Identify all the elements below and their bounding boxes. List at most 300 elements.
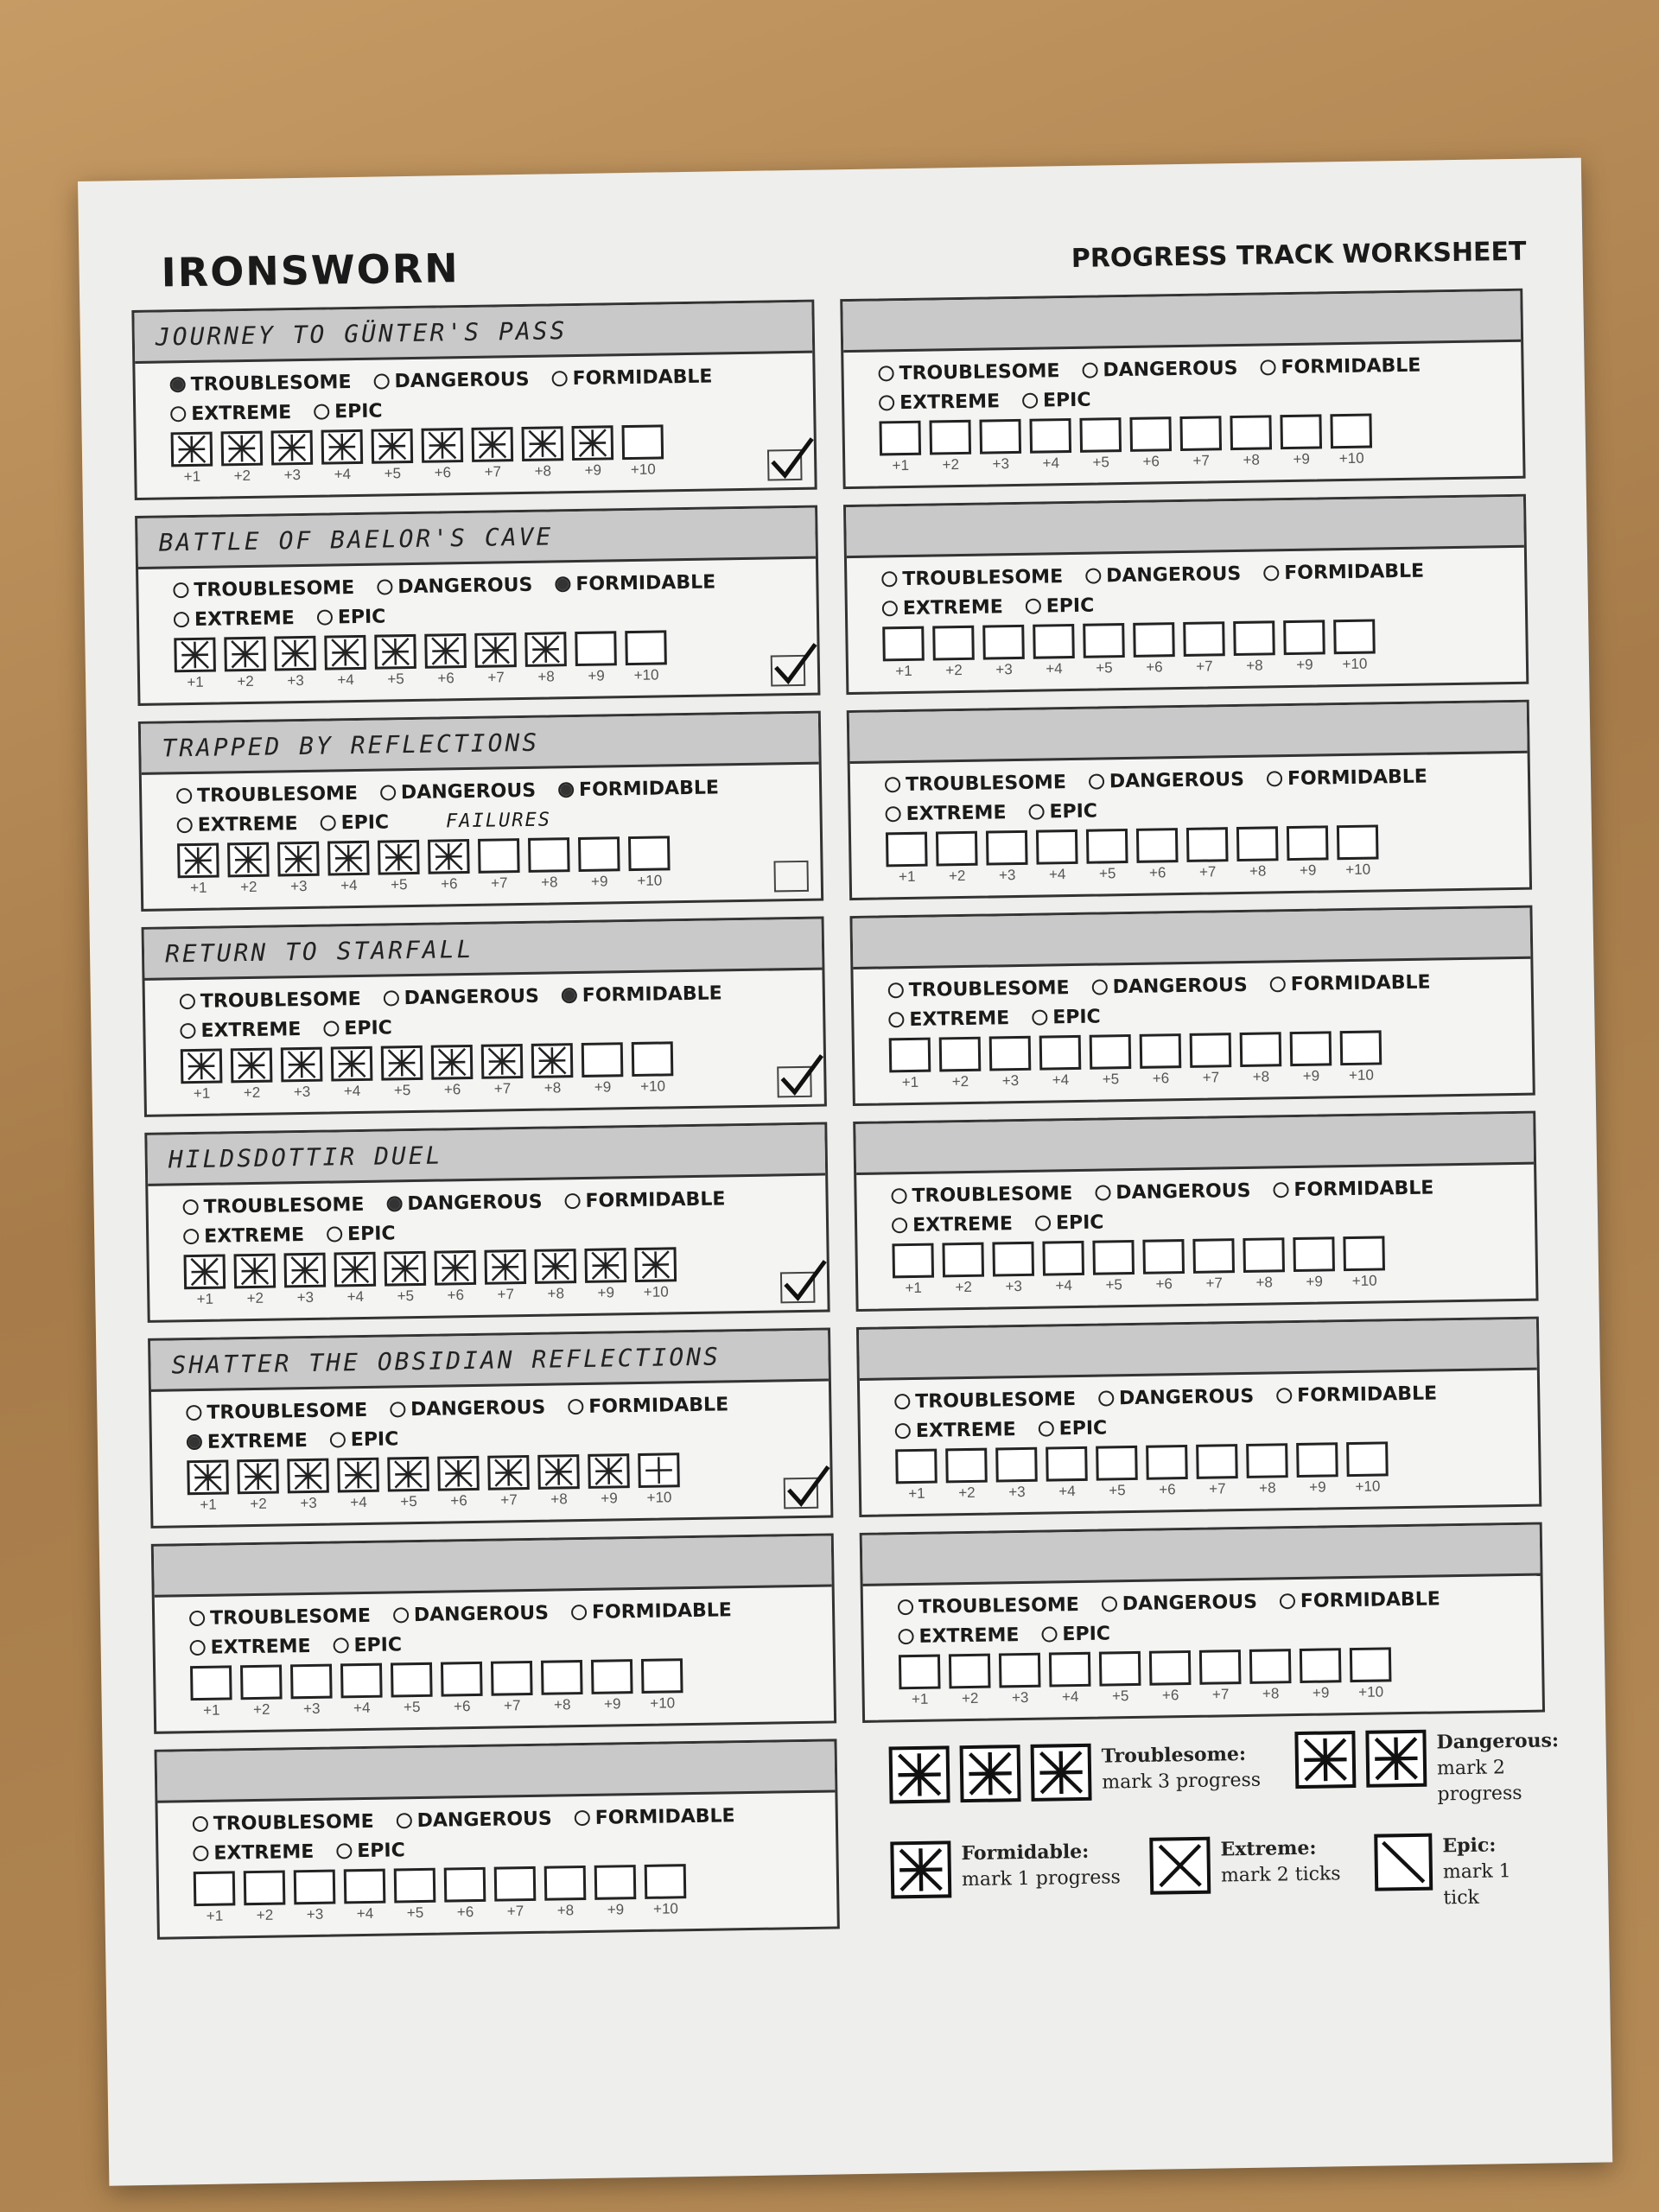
progress-box[interactable] bbox=[472, 427, 514, 462]
progress-box[interactable] bbox=[271, 430, 314, 466]
rank-radio[interactable] bbox=[187, 1434, 202, 1450]
progress-box[interactable] bbox=[231, 1048, 273, 1084]
progress-box[interactable] bbox=[1233, 620, 1275, 656]
progress-box[interactable] bbox=[1046, 1446, 1088, 1482]
rank-radio[interactable] bbox=[1089, 773, 1104, 789]
rank-option-epic[interactable] bbox=[330, 1428, 399, 1451]
track-name-field[interactable]: TRAPPED BY REFLECTIONS bbox=[141, 714, 819, 775]
progress-box[interactable] bbox=[434, 1250, 476, 1286]
rank-option-extreme[interactable] bbox=[885, 802, 1006, 825]
rank-radio[interactable] bbox=[393, 1607, 409, 1623]
rank-option-extreme[interactable] bbox=[895, 1419, 1016, 1442]
progress-box[interactable] bbox=[628, 836, 671, 871]
completion-checkbox[interactable] bbox=[777, 1066, 812, 1098]
progress-box[interactable] bbox=[1036, 830, 1078, 865]
progress-box[interactable] bbox=[949, 1654, 991, 1689]
rank-radio[interactable] bbox=[564, 1193, 580, 1209]
completion-checkbox[interactable] bbox=[773, 861, 809, 893]
progress-box[interactable] bbox=[1300, 1648, 1342, 1683]
progress-box[interactable] bbox=[625, 630, 667, 665]
rank-radio[interactable] bbox=[1039, 1421, 1054, 1436]
rank-radio[interactable] bbox=[1260, 359, 1275, 375]
progress-box[interactable] bbox=[334, 1252, 377, 1287]
progress-box[interactable] bbox=[1337, 824, 1379, 860]
progress-box[interactable] bbox=[1090, 1034, 1132, 1070]
progress-box[interactable] bbox=[992, 1242, 1034, 1277]
rank-option-troublesome[interactable] bbox=[888, 977, 1070, 1001]
rank-radio[interactable] bbox=[397, 1813, 412, 1828]
rank-radio[interactable] bbox=[1091, 979, 1107, 995]
completion-checkbox[interactable] bbox=[784, 1478, 819, 1510]
rank-option-extreme[interactable] bbox=[183, 1224, 304, 1248]
rank-option-dangerous[interactable] bbox=[1085, 563, 1242, 587]
rank-option-epic[interactable] bbox=[1028, 800, 1097, 823]
progress-box[interactable] bbox=[582, 1042, 624, 1077]
rank-radio[interactable] bbox=[384, 990, 399, 1006]
progress-box[interactable] bbox=[1092, 1240, 1135, 1275]
progress-box[interactable] bbox=[544, 1866, 587, 1901]
rank-option-formidable[interactable] bbox=[1276, 1382, 1437, 1407]
rank-option-dangerous[interactable] bbox=[373, 368, 530, 392]
rank-radio[interactable] bbox=[558, 782, 574, 798]
progress-box[interactable] bbox=[177, 843, 219, 879]
rank-radio[interactable] bbox=[1085, 568, 1101, 583]
rank-option-extreme[interactable] bbox=[879, 391, 1000, 414]
progress-box[interactable] bbox=[1246, 1443, 1288, 1478]
rank-option-formidable[interactable] bbox=[551, 365, 712, 390]
progress-box[interactable] bbox=[1049, 1652, 1091, 1688]
rank-option-formidable[interactable] bbox=[562, 982, 722, 1007]
rank-option-dangerous[interactable] bbox=[1098, 1385, 1255, 1409]
rank-option-epic[interactable] bbox=[1041, 1623, 1110, 1645]
progress-box[interactable] bbox=[1240, 1032, 1282, 1067]
rank-radio[interactable] bbox=[888, 1012, 904, 1027]
track-name-field[interactable]: JOURNEY TO GÜNTER'S PASS bbox=[134, 302, 812, 364]
progress-box[interactable] bbox=[337, 1458, 379, 1493]
progress-box[interactable] bbox=[1140, 1033, 1182, 1069]
rank-radio[interactable] bbox=[1028, 804, 1044, 820]
rank-radio[interactable] bbox=[1263, 565, 1279, 581]
rank-option-troublesome[interactable] bbox=[894, 1389, 1076, 1413]
progress-box[interactable] bbox=[184, 1254, 226, 1289]
rank-option-extreme[interactable] bbox=[180, 1019, 301, 1042]
progress-box[interactable] bbox=[1199, 1649, 1242, 1685]
progress-box[interactable] bbox=[645, 1864, 687, 1899]
progress-box[interactable] bbox=[1042, 1241, 1084, 1276]
rank-radio[interactable] bbox=[380, 785, 396, 800]
progress-box[interactable] bbox=[989, 1036, 1032, 1071]
rank-radio[interactable] bbox=[193, 1816, 208, 1832]
progress-box[interactable] bbox=[194, 1871, 236, 1906]
progress-box[interactable] bbox=[1340, 1030, 1382, 1065]
progress-box[interactable] bbox=[424, 633, 467, 669]
progress-box[interactable] bbox=[387, 1457, 429, 1492]
progress-box[interactable] bbox=[431, 1045, 474, 1080]
progress-box[interactable] bbox=[391, 1662, 433, 1698]
progress-box[interactable] bbox=[190, 1665, 232, 1700]
rank-radio[interactable] bbox=[1098, 1390, 1114, 1406]
track-name-field[interactable]: RETURN TO STARFALL bbox=[144, 919, 823, 981]
rank-option-troublesome[interactable] bbox=[898, 1594, 1079, 1618]
progress-box[interactable] bbox=[1346, 1441, 1389, 1477]
progress-box[interactable] bbox=[277, 842, 320, 877]
rank-radio[interactable] bbox=[882, 601, 898, 616]
progress-box[interactable] bbox=[528, 837, 570, 873]
progress-box[interactable] bbox=[1033, 624, 1075, 659]
progress-box[interactable] bbox=[491, 1661, 533, 1696]
progress-box[interactable] bbox=[936, 831, 978, 867]
rank-option-epic[interactable] bbox=[1039, 1417, 1108, 1440]
rank-radio[interactable] bbox=[1270, 976, 1286, 992]
rank-option-extreme[interactable] bbox=[187, 1430, 308, 1453]
rank-option-formidable[interactable] bbox=[571, 1599, 732, 1624]
rank-option-formidable[interactable] bbox=[575, 1805, 735, 1829]
progress-box[interactable] bbox=[999, 1653, 1041, 1688]
rank-radio[interactable] bbox=[1032, 1009, 1047, 1025]
rank-radio[interactable] bbox=[386, 1196, 402, 1211]
rank-option-formidable[interactable] bbox=[1260, 354, 1421, 378]
progress-box[interactable] bbox=[221, 431, 264, 467]
rank-option-formidable[interactable] bbox=[1270, 971, 1431, 995]
rank-radio[interactable] bbox=[881, 571, 897, 587]
rank-radio[interactable] bbox=[190, 1640, 206, 1656]
rank-radio[interactable] bbox=[176, 788, 192, 804]
progress-box[interactable] bbox=[522, 426, 564, 461]
progress-box[interactable] bbox=[638, 1452, 680, 1488]
progress-box[interactable] bbox=[541, 1660, 583, 1695]
rank-option-formidable[interactable] bbox=[1280, 1588, 1440, 1612]
progress-box[interactable] bbox=[939, 1037, 982, 1072]
progress-box[interactable] bbox=[428, 839, 470, 874]
progress-box[interactable] bbox=[879, 421, 921, 456]
rank-radio[interactable] bbox=[173, 582, 188, 598]
rank-radio[interactable] bbox=[193, 1846, 208, 1861]
rank-option-extreme[interactable] bbox=[898, 1624, 1019, 1648]
progress-box[interactable] bbox=[1136, 828, 1179, 863]
rank-option-epic[interactable] bbox=[327, 1223, 396, 1245]
rank-option-extreme[interactable] bbox=[174, 607, 295, 631]
progress-box[interactable] bbox=[588, 1453, 630, 1489]
progress-box[interactable] bbox=[594, 1865, 637, 1900]
completion-checkbox[interactable] bbox=[780, 1272, 816, 1304]
completion-checkbox[interactable] bbox=[767, 449, 803, 481]
rank-radio[interactable] bbox=[1102, 1596, 1117, 1611]
progress-box[interactable] bbox=[441, 1662, 483, 1697]
rank-option-extreme[interactable] bbox=[193, 1840, 314, 1864]
rank-option-troublesome[interactable] bbox=[885, 772, 1066, 796]
rank-option-extreme[interactable] bbox=[882, 596, 1003, 620]
progress-box[interactable] bbox=[584, 1248, 626, 1283]
rank-option-dangerous[interactable] bbox=[1091, 974, 1248, 998]
rank-option-troublesome[interactable] bbox=[170, 372, 352, 396]
progress-box[interactable] bbox=[932, 626, 975, 661]
progress-box[interactable] bbox=[378, 840, 420, 875]
progress-box[interactable] bbox=[181, 1049, 223, 1084]
rank-option-formidable[interactable] bbox=[1273, 1177, 1433, 1201]
rank-option-troublesome[interactable] bbox=[186, 1399, 367, 1423]
progress-box[interactable] bbox=[1099, 1651, 1141, 1687]
progress-box[interactable] bbox=[394, 1868, 436, 1904]
progress-box[interactable] bbox=[1330, 414, 1372, 449]
progress-box[interactable] bbox=[622, 424, 664, 460]
progress-box[interactable] bbox=[1230, 415, 1272, 450]
progress-box[interactable] bbox=[274, 636, 316, 671]
progress-box[interactable] bbox=[641, 1658, 683, 1694]
track-name-field[interactable]: HILDSDOTTIR DUEL bbox=[147, 1125, 825, 1186]
rank-option-extreme[interactable] bbox=[892, 1213, 1013, 1236]
rank-option-troublesome[interactable] bbox=[173, 577, 354, 601]
rank-option-dangerous[interactable] bbox=[396, 1808, 552, 1832]
rank-option-epic[interactable] bbox=[1026, 594, 1095, 617]
progress-box[interactable] bbox=[171, 432, 213, 467]
progress-box[interactable] bbox=[982, 625, 1025, 660]
rank-option-extreme[interactable] bbox=[177, 813, 298, 836]
rank-radio[interactable] bbox=[1082, 362, 1097, 378]
rank-radio[interactable] bbox=[183, 1199, 199, 1215]
progress-box[interactable] bbox=[294, 1870, 336, 1905]
rank-radio[interactable] bbox=[568, 1399, 583, 1414]
rank-option-troublesome[interactable] bbox=[891, 1183, 1072, 1207]
rank-radio[interactable] bbox=[1276, 1388, 1292, 1403]
rank-option-epic[interactable] bbox=[323, 1017, 392, 1039]
rank-radio[interactable] bbox=[314, 404, 329, 419]
progress-box[interactable] bbox=[899, 1655, 941, 1690]
progress-box[interactable] bbox=[340, 1663, 383, 1699]
rank-radio[interactable] bbox=[1041, 1626, 1057, 1642]
progress-box[interactable] bbox=[1333, 619, 1376, 654]
progress-box[interactable] bbox=[929, 420, 971, 455]
rank-radio[interactable] bbox=[1022, 393, 1038, 409]
progress-box[interactable] bbox=[284, 1253, 327, 1288]
progress-box[interactable] bbox=[591, 1659, 633, 1694]
progress-box[interactable] bbox=[234, 1254, 276, 1289]
progress-box[interactable] bbox=[886, 832, 928, 868]
progress-box[interactable] bbox=[327, 841, 370, 876]
progress-box[interactable] bbox=[487, 1455, 530, 1491]
progress-box[interactable] bbox=[331, 1046, 373, 1082]
progress-box[interactable] bbox=[1290, 1031, 1332, 1066]
rank-radio[interactable] bbox=[575, 1810, 590, 1826]
progress-box[interactable] bbox=[244, 1870, 286, 1905]
rank-radio[interactable] bbox=[323, 1020, 339, 1036]
rank-option-dangerous[interactable] bbox=[1089, 768, 1245, 792]
rank-option-epic[interactable] bbox=[336, 1840, 405, 1862]
rank-option-formidable[interactable] bbox=[568, 1394, 728, 1418]
rank-radio[interactable] bbox=[377, 579, 392, 594]
rank-radio[interactable] bbox=[571, 1605, 587, 1620]
rank-radio[interactable] bbox=[555, 576, 570, 592]
progress-box[interactable] bbox=[1296, 1442, 1338, 1478]
rank-radio[interactable] bbox=[898, 1629, 913, 1644]
progress-box[interactable] bbox=[372, 429, 414, 464]
progress-box[interactable] bbox=[344, 1869, 386, 1904]
progress-box[interactable] bbox=[1293, 1236, 1335, 1272]
progress-box[interactable] bbox=[1179, 416, 1222, 451]
progress-box[interactable] bbox=[1142, 1239, 1185, 1274]
track-name-field[interactable]: SHATTER THE OBSIDIAN REFLECTIONS bbox=[150, 1331, 829, 1392]
progress-box[interactable] bbox=[227, 842, 270, 878]
progress-box[interactable] bbox=[1283, 620, 1325, 655]
rank-option-dangerous[interactable] bbox=[1095, 1179, 1251, 1204]
progress-box[interactable] bbox=[892, 1243, 934, 1279]
rank-radio[interactable] bbox=[327, 1226, 342, 1242]
rank-radio[interactable] bbox=[894, 1394, 910, 1409]
rank-option-dangerous[interactable] bbox=[383, 985, 539, 1009]
rank-option-formidable[interactable] bbox=[564, 1188, 725, 1212]
rank-radio[interactable] bbox=[888, 982, 904, 998]
progress-box[interactable] bbox=[1280, 414, 1322, 449]
rank-radio[interactable] bbox=[1095, 1185, 1110, 1200]
progress-box[interactable] bbox=[942, 1243, 984, 1278]
progress-box[interactable] bbox=[1039, 1035, 1082, 1071]
rank-radio[interactable] bbox=[177, 817, 193, 833]
rank-option-extreme[interactable] bbox=[888, 1007, 1009, 1031]
progress-box[interactable] bbox=[1146, 1445, 1188, 1480]
rank-radio[interactable] bbox=[189, 1611, 205, 1626]
progress-box[interactable] bbox=[889, 1038, 931, 1073]
rank-radio[interactable] bbox=[1280, 1593, 1295, 1609]
rank-radio[interactable] bbox=[885, 806, 900, 822]
progress-box[interactable] bbox=[290, 1664, 333, 1700]
rank-radio[interactable] bbox=[170, 406, 186, 422]
rank-option-epic[interactable] bbox=[1032, 1006, 1101, 1028]
progress-box[interactable] bbox=[1086, 829, 1128, 864]
progress-box[interactable] bbox=[995, 1447, 1038, 1483]
rank-radio[interactable] bbox=[551, 371, 567, 386]
rank-option-dangerous[interactable] bbox=[380, 779, 537, 804]
rank-option-troublesome[interactable] bbox=[881, 566, 1063, 590]
rank-option-dangerous[interactable] bbox=[393, 1602, 550, 1626]
rank-option-dangerous[interactable] bbox=[390, 1396, 546, 1421]
progress-box[interactable] bbox=[524, 632, 567, 667]
rank-radio[interactable] bbox=[892, 1217, 907, 1233]
progress-box[interactable] bbox=[187, 1459, 229, 1495]
progress-box[interactable] bbox=[1083, 623, 1125, 658]
rank-radio[interactable] bbox=[1035, 1215, 1051, 1230]
rank-radio[interactable] bbox=[1267, 771, 1282, 786]
rank-option-formidable[interactable] bbox=[1263, 560, 1424, 584]
rank-option-troublesome[interactable] bbox=[189, 1605, 371, 1629]
progress-box[interactable] bbox=[287, 1459, 329, 1494]
rank-radio[interactable] bbox=[186, 1405, 201, 1421]
progress-box[interactable] bbox=[1079, 417, 1122, 453]
progress-box[interactable] bbox=[174, 638, 216, 673]
rank-radio[interactable] bbox=[562, 988, 577, 1003]
rank-option-dangerous[interactable] bbox=[377, 574, 533, 598]
rank-radio[interactable] bbox=[333, 1637, 348, 1653]
progress-box[interactable] bbox=[1096, 1446, 1138, 1481]
rank-option-troublesome[interactable] bbox=[878, 360, 1059, 385]
rank-radio[interactable] bbox=[895, 1423, 911, 1439]
progress-box[interactable] bbox=[1133, 622, 1175, 658]
rank-radio[interactable] bbox=[170, 377, 186, 392]
progress-box[interactable] bbox=[1350, 1647, 1392, 1682]
progress-box[interactable] bbox=[478, 838, 520, 874]
progress-box[interactable] bbox=[1186, 827, 1229, 862]
rank-radio[interactable] bbox=[878, 365, 893, 381]
progress-box[interactable] bbox=[281, 1047, 323, 1083]
rank-radio[interactable] bbox=[891, 1188, 906, 1204]
rank-radio[interactable] bbox=[174, 612, 189, 627]
rank-option-troublesome[interactable] bbox=[182, 1193, 364, 1217]
rank-option-dangerous[interactable] bbox=[1102, 1591, 1258, 1615]
progress-box[interactable] bbox=[531, 1043, 574, 1078]
rank-option-epic[interactable] bbox=[333, 1634, 402, 1656]
rank-option-epic[interactable] bbox=[1022, 389, 1091, 411]
progress-box[interactable] bbox=[437, 1456, 480, 1491]
progress-box[interactable] bbox=[324, 635, 366, 671]
progress-box[interactable] bbox=[895, 1449, 938, 1484]
progress-box[interactable] bbox=[1129, 416, 1172, 452]
progress-box[interactable] bbox=[1029, 418, 1071, 454]
rank-radio[interactable] bbox=[180, 994, 195, 1009]
progress-box[interactable] bbox=[1287, 825, 1329, 861]
progress-box[interactable] bbox=[572, 425, 614, 461]
progress-box[interactable] bbox=[882, 626, 925, 662]
progress-box[interactable] bbox=[1236, 826, 1279, 861]
progress-box[interactable] bbox=[1249, 1649, 1292, 1684]
progress-box[interactable] bbox=[384, 1251, 426, 1287]
progress-box[interactable] bbox=[240, 1665, 283, 1700]
rank-option-epic[interactable] bbox=[1035, 1211, 1104, 1234]
progress-box[interactable] bbox=[444, 1867, 486, 1903]
progress-box[interactable] bbox=[1243, 1237, 1285, 1273]
progress-box[interactable] bbox=[321, 429, 364, 465]
progress-box[interactable] bbox=[237, 1459, 279, 1495]
progress-box[interactable] bbox=[537, 1454, 580, 1490]
rank-radio[interactable] bbox=[390, 1402, 405, 1417]
progress-box[interactable] bbox=[634, 1247, 677, 1282]
rank-option-epic[interactable] bbox=[317, 606, 386, 628]
rank-option-epic[interactable] bbox=[320, 811, 389, 834]
progress-box[interactable] bbox=[1183, 621, 1225, 657]
track-name-field[interactable]: BATTLE OF BAELOR'S CAVE bbox=[137, 508, 816, 569]
rank-option-extreme[interactable] bbox=[170, 402, 291, 425]
rank-option-troublesome[interactable] bbox=[180, 988, 361, 1012]
rank-radio[interactable] bbox=[373, 373, 389, 389]
rank-option-dangerous[interactable] bbox=[1082, 357, 1238, 381]
completion-checkbox[interactable] bbox=[771, 655, 806, 687]
rank-radio[interactable] bbox=[898, 1599, 913, 1615]
progress-box[interactable] bbox=[224, 637, 266, 672]
rank-radio[interactable] bbox=[183, 1229, 199, 1244]
rank-option-troublesome[interactable] bbox=[193, 1810, 374, 1834]
progress-box[interactable] bbox=[979, 419, 1021, 454]
progress-box[interactable] bbox=[986, 830, 1028, 866]
rank-option-formidable[interactable] bbox=[558, 777, 719, 801]
rank-radio[interactable] bbox=[1026, 599, 1041, 614]
progress-box[interactable] bbox=[534, 1249, 576, 1284]
rank-radio[interactable] bbox=[180, 1023, 195, 1039]
progress-box[interactable] bbox=[381, 1046, 423, 1081]
progress-box[interactable] bbox=[474, 632, 517, 668]
progress-box[interactable] bbox=[1190, 1033, 1232, 1068]
progress-box[interactable] bbox=[575, 631, 617, 666]
progress-box[interactable] bbox=[578, 836, 620, 872]
progress-box[interactable] bbox=[1149, 1650, 1192, 1686]
progress-box[interactable] bbox=[484, 1249, 526, 1285]
rank-option-formidable[interactable] bbox=[555, 571, 715, 595]
progress-box[interactable] bbox=[481, 1044, 524, 1079]
rank-radio[interactable] bbox=[885, 777, 900, 792]
progress-box[interactable] bbox=[374, 634, 416, 670]
rank-radio[interactable] bbox=[1273, 1182, 1288, 1198]
rank-option-troublesome[interactable] bbox=[176, 783, 358, 807]
rank-option-extreme[interactable] bbox=[189, 1635, 310, 1658]
progress-box[interactable] bbox=[632, 1041, 674, 1077]
progress-box[interactable] bbox=[1343, 1236, 1385, 1271]
rank-option-epic[interactable] bbox=[314, 400, 383, 423]
